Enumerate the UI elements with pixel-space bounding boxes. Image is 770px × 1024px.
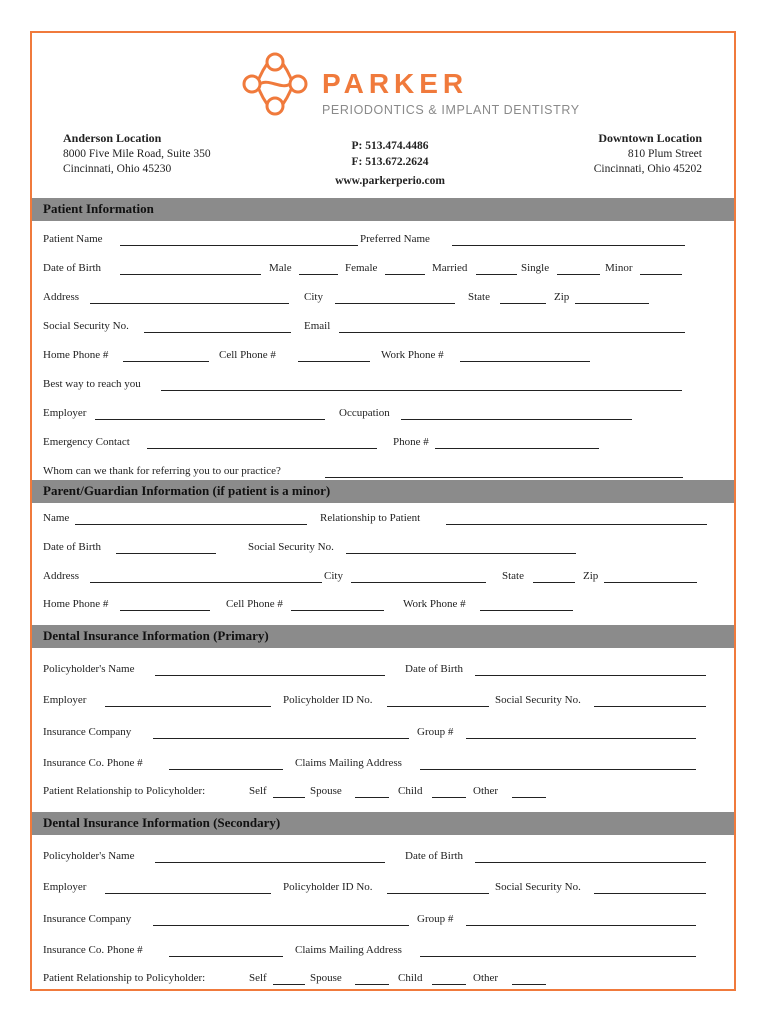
spouse-label: Spouse (310, 785, 342, 797)
row-secondary-claims (43, 944, 713, 960)
insurance-co-phone-label: Insurance Co. Phone # (43, 757, 143, 769)
downtown-location-title: Downtown Location (598, 131, 702, 145)
city-label: City (304, 291, 323, 303)
preferred-name-field[interactable] (452, 245, 685, 246)
policy-id-label: Policyholder ID No. (283, 694, 373, 706)
guardian-address-label: Address (43, 570, 80, 582)
policyholder-relationship-label: Patient Relationship to Policyholder: (43, 785, 206, 797)
female-field[interactable] (385, 274, 425, 275)
guardian-cell-phone-label: Cell Phone # (226, 598, 283, 610)
downtown-address-line1: 810 Plum Street (627, 148, 702, 160)
row-secondary-company (43, 913, 713, 929)
guardian-name-label: Name (43, 512, 70, 524)
anderson-location-title: Anderson Location (63, 131, 162, 145)
row-emergency (43, 436, 703, 452)
zip-label: Zip (554, 291, 570, 303)
guardian-home-phone-label: Home Phone # (43, 598, 109, 610)
row-primary-employer (43, 694, 713, 710)
row-patient-phones (43, 349, 703, 365)
emergency-contact-label: Emergency Contact (43, 436, 130, 448)
claims-address-label: Claims Mailing Address (295, 944, 402, 956)
ssn-field[interactable] (144, 332, 291, 333)
zip-field[interactable] (575, 303, 649, 304)
row-patient-address (43, 291, 703, 307)
guardian-zip-label: Zip (583, 570, 599, 582)
self-label: Self (249, 972, 267, 984)
guardian-state-label: State (502, 570, 524, 582)
contact-info (280, 138, 500, 189)
phone-number: P: 513.474.4486 (351, 140, 429, 152)
primary-spouse-field[interactable] (355, 797, 389, 798)
secondary-claims-address-field[interactable] (420, 956, 696, 957)
single-label: Single (521, 262, 550, 274)
married-field[interactable] (476, 274, 517, 275)
parker-logo-icon (240, 48, 310, 120)
home-phone-field[interactable] (123, 361, 209, 362)
insurance-ssn-label: Social Security No. (495, 881, 581, 893)
referral-field[interactable] (325, 477, 683, 478)
section-title: Parent/Guardian Information (if patient is a minor) (43, 483, 331, 498)
row-referral (43, 465, 703, 481)
guardian-address-field[interactable] (90, 582, 322, 583)
fax-number: F: 513.672.2624 (351, 156, 429, 168)
email-field[interactable] (339, 332, 685, 333)
spouse-label: Spouse (310, 972, 342, 984)
section-patient-header (32, 198, 734, 221)
primary-child-field[interactable] (432, 797, 466, 798)
row-guardian-name (43, 512, 713, 528)
row-guardian-address (43, 570, 703, 586)
section-guardian-header (32, 480, 734, 503)
primary-employer-field[interactable] (105, 706, 271, 707)
primary-other-field[interactable] (512, 797, 546, 798)
row-guardian-dob (43, 541, 703, 557)
state-field[interactable] (500, 303, 546, 304)
row-secondary-relationship (43, 972, 713, 988)
secondary-self-field[interactable] (273, 984, 305, 985)
occupation-field[interactable] (401, 419, 632, 420)
row-primary-company (43, 726, 713, 742)
secondary-policyholder-name-field[interactable] (155, 862, 385, 863)
emergency-contact-field[interactable] (147, 448, 377, 449)
row-best-way (43, 378, 703, 394)
claims-address-label: Claims Mailing Address (295, 757, 402, 769)
row-patient-ssn (43, 320, 703, 336)
guardian-zip-field[interactable] (604, 582, 697, 583)
self-label: Self (249, 785, 267, 797)
work-phone-label: Work Phone # (381, 349, 444, 361)
section-primary-insurance-header (32, 625, 734, 648)
patient-name-field[interactable] (120, 245, 358, 246)
other-label: Other (473, 785, 499, 797)
row-secondary-employer (43, 881, 713, 897)
city-field[interactable] (335, 303, 455, 304)
secondary-spouse-field[interactable] (355, 984, 389, 985)
dob-field[interactable] (120, 274, 261, 275)
child-label: Child (398, 785, 423, 797)
row-primary-claims (43, 757, 713, 773)
employer-label: Employer (43, 407, 87, 419)
downtown-address-line2: Cincinnati, Ohio 45202 (593, 163, 702, 175)
brand-name: PARKER (322, 68, 469, 99)
anderson-location (63, 131, 303, 177)
guardian-state-field[interactable] (533, 582, 575, 583)
other-label: Other (473, 972, 499, 984)
row-employer (43, 407, 703, 423)
group-label: Group # (417, 726, 454, 738)
guardian-dob-field[interactable] (116, 553, 216, 554)
secondary-ssn-field[interactable] (594, 893, 706, 894)
insurance-employer-label: Employer (43, 694, 87, 706)
primary-self-field[interactable] (273, 797, 305, 798)
primary-policyholder-name-field[interactable] (155, 675, 385, 676)
insurance-ssn-label: Social Security No. (495, 694, 581, 706)
married-label: Married (432, 262, 468, 274)
policyholder-dob-label: Date of Birth (405, 850, 464, 862)
primary-group-field[interactable] (466, 738, 696, 739)
email-label: Email (304, 320, 331, 332)
address-field[interactable] (90, 303, 289, 304)
male-field[interactable] (299, 274, 338, 275)
guardian-city-label: City (324, 570, 343, 582)
patient-name-label: Patient Name (43, 233, 103, 245)
ssn-label: Social Security No. (43, 320, 129, 332)
guardian-work-phone-field[interactable] (480, 610, 573, 611)
male-label: Male (269, 262, 292, 274)
row-guardian-phones (43, 598, 703, 614)
occupation-label: Occupation (339, 407, 390, 419)
minor-field[interactable] (640, 274, 682, 275)
relationship-label: Relationship to Patient (320, 512, 421, 524)
anderson-address-line1: 8000 Five Mile Road, Suite 350 (63, 148, 211, 160)
guardian-ssn-label: Social Security No. (248, 541, 334, 553)
primary-ssn-field[interactable] (594, 706, 706, 707)
insurance-co-phone-label: Insurance Co. Phone # (43, 944, 143, 956)
child-label: Child (398, 972, 423, 984)
secondary-policyholder-dob-field[interactable] (475, 862, 706, 863)
section-title: Patient Information (43, 201, 154, 216)
best-way-field[interactable] (161, 390, 682, 391)
guardian-ssn-field[interactable] (346, 553, 576, 554)
home-phone-label: Home Phone # (43, 349, 109, 361)
secondary-insurance-company-field[interactable] (153, 925, 409, 926)
row-patient-name (43, 233, 703, 249)
guardian-home-phone-field[interactable] (120, 610, 210, 611)
guardian-work-phone-label: Work Phone # (403, 598, 466, 610)
secondary-policy-id-field[interactable] (387, 893, 489, 894)
insurance-company-label: Insurance Company (43, 913, 132, 925)
relationship-field[interactable] (446, 524, 707, 525)
referral-label: Whom can we thank for referring you to our practice? (43, 465, 281, 477)
row-primary-relationship (43, 785, 713, 801)
section-title: Dental Insurance Information (Secondary) (43, 815, 281, 830)
guardian-city-field[interactable] (351, 582, 486, 583)
best-way-label: Best way to reach you (43, 378, 141, 390)
secondary-other-field[interactable] (512, 984, 546, 985)
website: www.parkerperio.com (335, 175, 445, 187)
address-label: Address (43, 291, 80, 303)
employer-field[interactable] (95, 419, 325, 420)
minor-label: Minor (605, 262, 633, 274)
guardian-dob-label: Date of Birth (43, 541, 102, 553)
primary-claims-address-field[interactable] (420, 769, 696, 770)
brand-tagline: PERIODONTICS & IMPLANT DENTISTRY (322, 103, 580, 117)
secondary-child-field[interactable] (432, 984, 466, 985)
preferred-name-label: Preferred Name (360, 233, 430, 245)
dob-label: Date of Birth (43, 262, 102, 274)
section-secondary-insurance-header (32, 812, 734, 835)
policy-id-label: Policyholder ID No. (283, 881, 373, 893)
emergency-phone-label: Phone # (393, 436, 429, 448)
group-label: Group # (417, 913, 454, 925)
policyholder-relationship-label: Patient Relationship to Policyholder: (43, 972, 206, 984)
policyholder-name-label: Policyholder's Name (43, 663, 135, 675)
work-phone-field[interactable] (460, 361, 590, 362)
emergency-phone-field[interactable] (435, 448, 599, 449)
policyholder-name-label: Policyholder's Name (43, 850, 135, 862)
insurance-employer-label: Employer (43, 881, 87, 893)
cell-phone-field[interactable] (298, 361, 370, 362)
secondary-group-field[interactable] (466, 925, 696, 926)
cell-phone-label: Cell Phone # (219, 349, 276, 361)
row-secondary-policyholder (43, 850, 713, 866)
secondary-insurance-co-phone-field[interactable] (169, 956, 283, 957)
primary-policyholder-dob-field[interactable] (475, 675, 706, 676)
section-title: Dental Insurance Information (Primary) (43, 628, 269, 643)
row-primary-policyholder (43, 663, 713, 679)
single-field[interactable] (557, 274, 600, 275)
primary-insurance-company-field[interactable] (153, 738, 409, 739)
policyholder-dob-label: Date of Birth (405, 663, 464, 675)
female-label: Female (345, 262, 378, 274)
row-patient-dob (43, 262, 703, 278)
insurance-company-label: Insurance Company (43, 726, 132, 738)
anderson-address-line2: Cincinnati, Ohio 45230 (63, 163, 172, 175)
downtown-location (492, 131, 702, 177)
guardian-name-field[interactable] (75, 524, 307, 525)
primary-insurance-co-phone-field[interactable] (169, 769, 283, 770)
state-label: State (468, 291, 490, 303)
guardian-cell-phone-field[interactable] (291, 610, 384, 611)
primary-policy-id-field[interactable] (387, 706, 489, 707)
secondary-employer-field[interactable] (105, 893, 271, 894)
